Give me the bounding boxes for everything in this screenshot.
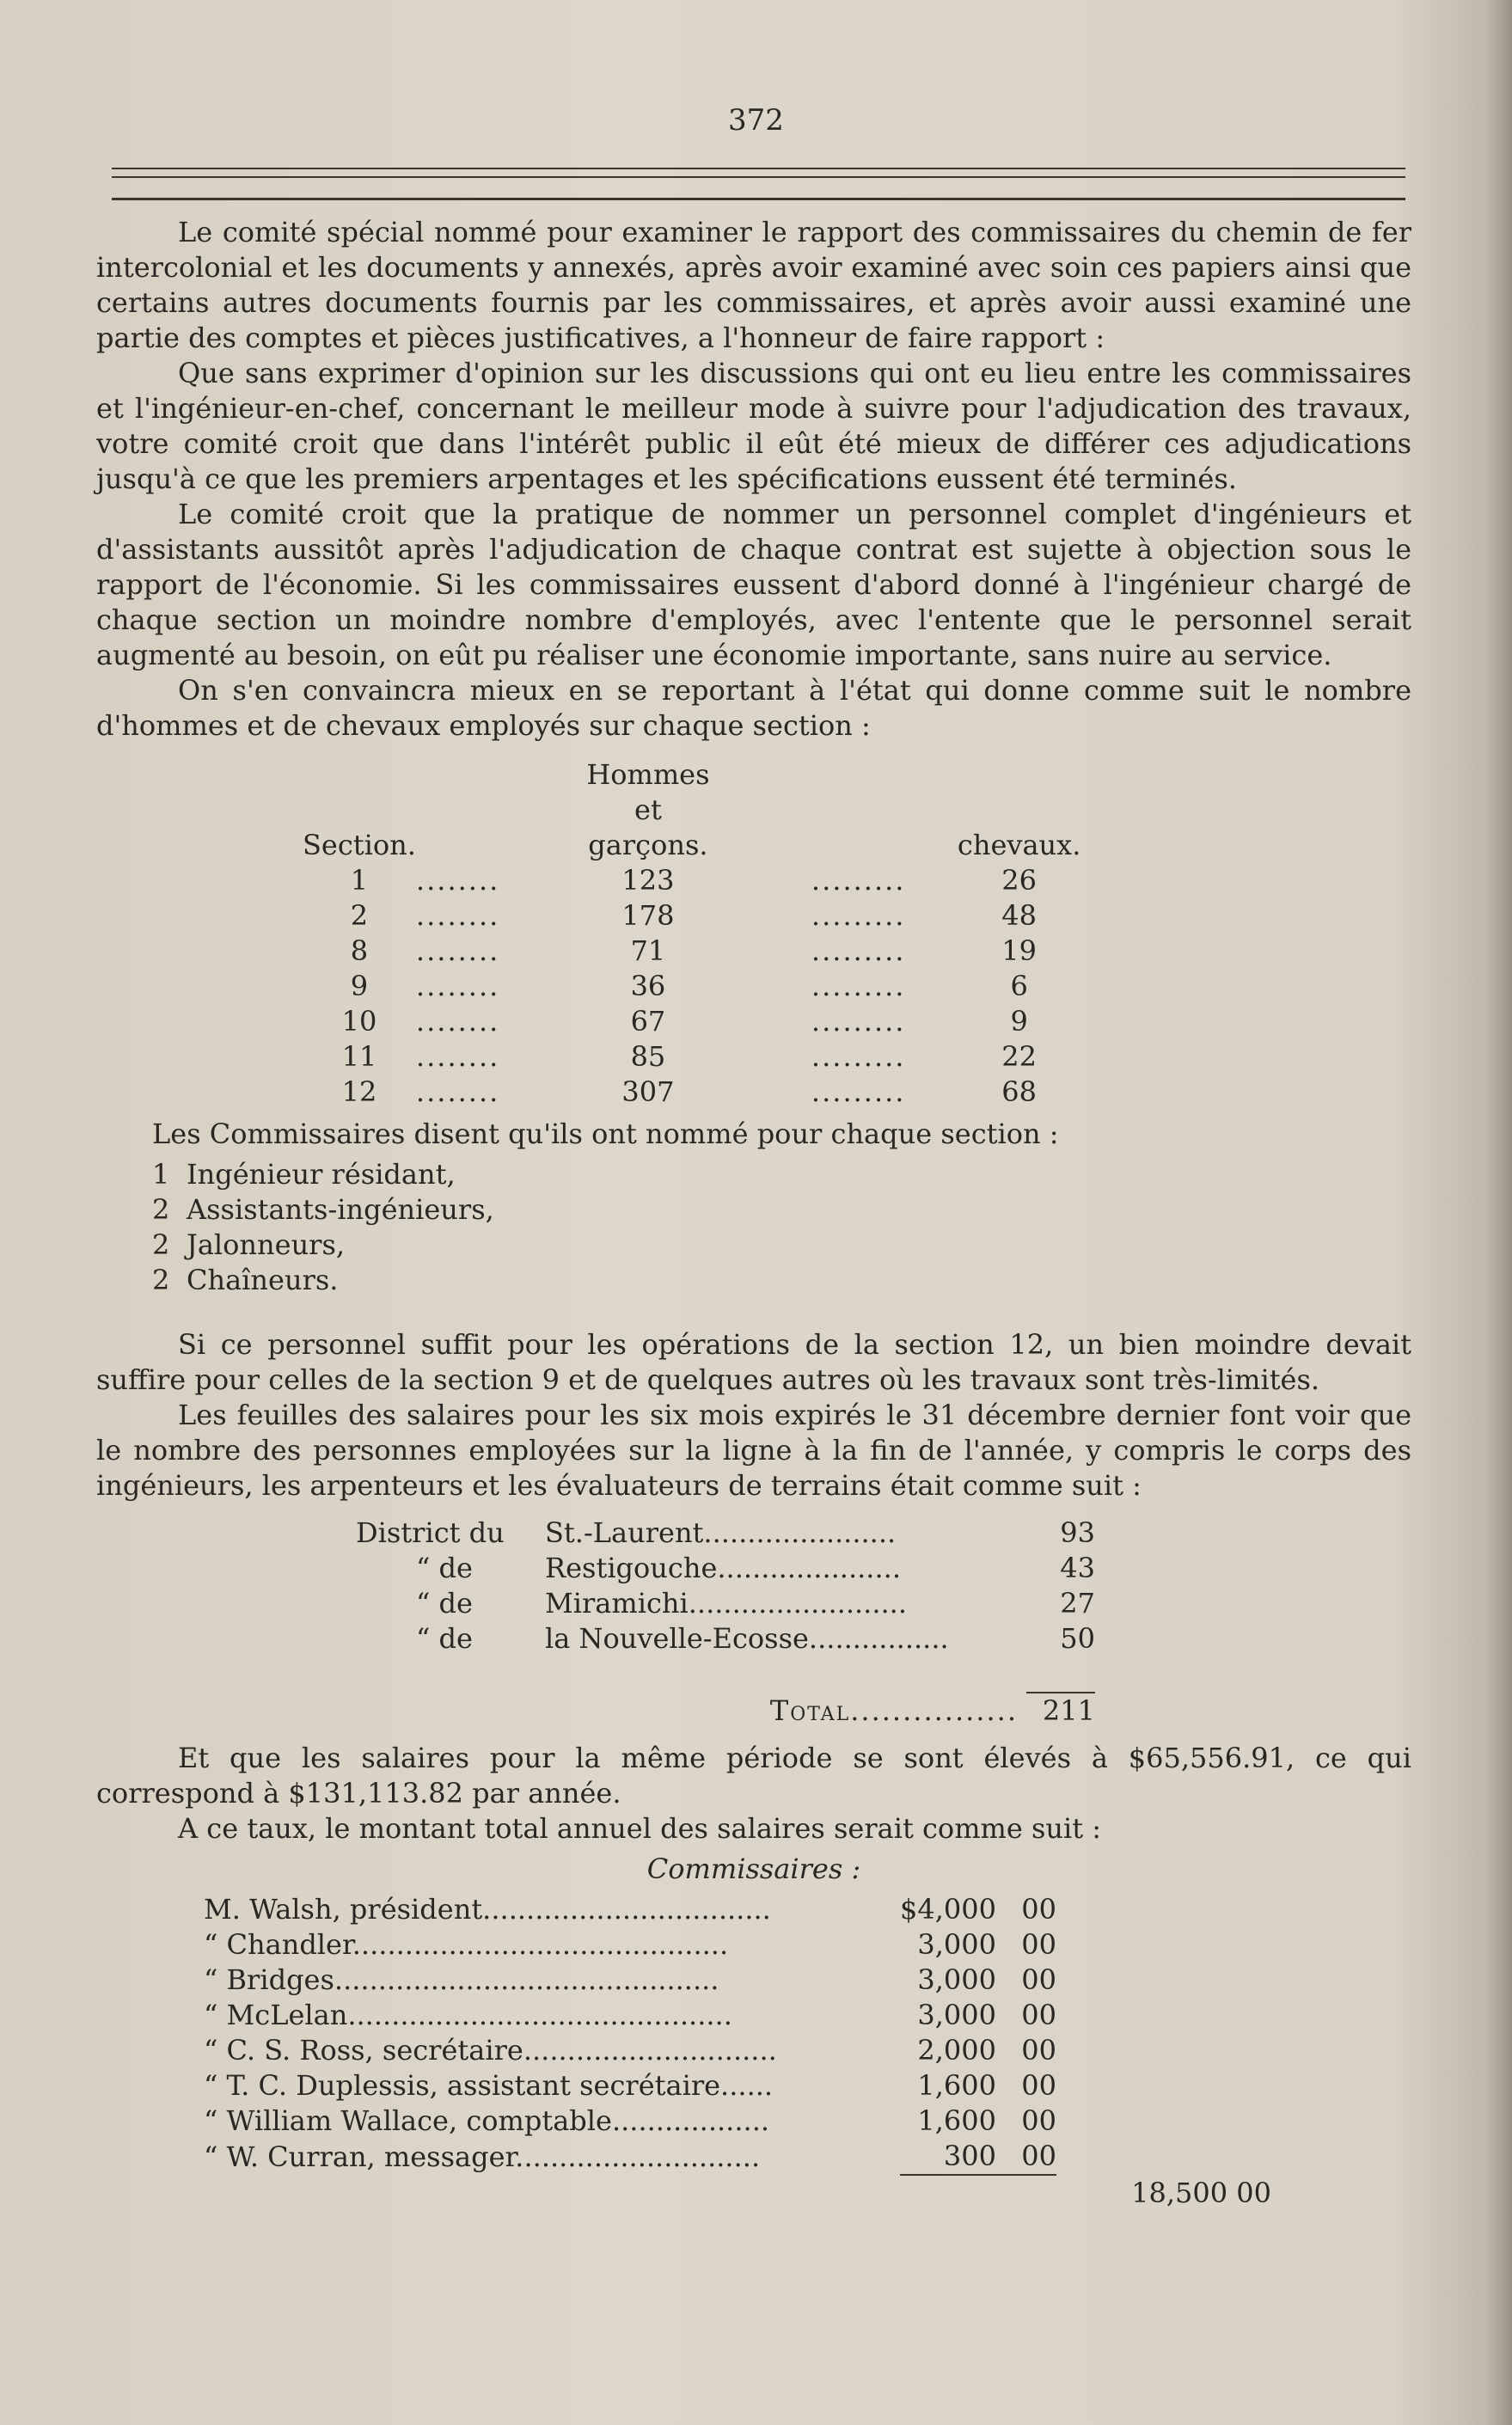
table-row bbox=[356, 1586, 1095, 1621]
staff-count: 1 bbox=[152, 1158, 170, 1191]
section-cell: 2 bbox=[350, 899, 369, 932]
table-row bbox=[303, 969, 1080, 1004]
staff-count: 2 bbox=[152, 1264, 170, 1296]
table-row bbox=[356, 1516, 1095, 1551]
salary-name: M. Walsh, président................................. bbox=[204, 1893, 771, 1926]
paragraph-adjudication: Que sans exprimer d'opinion sur les discussions qui ont eu lieu entre les commissaires et l'ingénieur-en-chef, concernant le meilleur mode à suivre pour l'adjudication des travaux, votre comité croit que dans l'intérêt public il eût été mieux de différer ces adjudications jusqu'à ce que les premiers arpentages et les spécifications eussent été terminés. bbox=[96, 357, 1411, 495]
table-row bbox=[204, 1963, 1271, 1998]
salaries-sum: 18,500 00 bbox=[1131, 2176, 1271, 2209]
staff-role: Assistants-ingénieurs, bbox=[187, 1193, 494, 1226]
sum-rule bbox=[900, 2175, 996, 2211]
salary-amount: $4,000 bbox=[900, 1893, 996, 1926]
header-rule-middle bbox=[112, 176, 1405, 178]
table-row bbox=[303, 863, 1080, 898]
staff-role: Chaîneurs. bbox=[187, 1264, 339, 1296]
table-row bbox=[356, 1551, 1095, 1586]
table-row bbox=[204, 1927, 1271, 1963]
salary-amount: 300 bbox=[943, 2140, 996, 2172]
paragraph-salary-sheets: Les feuilles des salaires pour les six mois expirés le 31 décembre dernier font voir que le nombre des personnes employées sur la ligne à la fin de l'année, y compris le corps des ingénieurs, les arpenteurs et les évaluateurs de terrains était comme suit : bbox=[96, 1399, 1411, 1502]
leader-dots: ......... bbox=[811, 970, 906, 1002]
salary-name: “ T. C. Duplessis, assistant secrétaire...... bbox=[204, 2069, 774, 2102]
district-name: Miramichi......................... bbox=[545, 1587, 908, 1620]
salary-amount: 3,000 bbox=[917, 1999, 996, 2031]
list-item bbox=[152, 1228, 1411, 1263]
table-row bbox=[356, 1621, 1095, 1656]
leader-dots: ......... bbox=[811, 934, 906, 967]
horses-cell: 68 bbox=[1001, 1075, 1037, 1108]
horses-cell: 19 bbox=[1001, 934, 1037, 967]
leader-dots: ........ bbox=[415, 1040, 500, 1073]
header-rule-bottom bbox=[112, 198, 1405, 200]
section-table-header bbox=[303, 757, 1080, 863]
salary-amount: 2,000 bbox=[917, 2034, 996, 2067]
salary-cents: 00 bbox=[1021, 2034, 1056, 2067]
section-cell: 1 bbox=[350, 864, 369, 897]
leader-dots: ........ bbox=[415, 1005, 500, 1038]
leader-dots: ......... bbox=[811, 899, 906, 932]
men-cell: 85 bbox=[630, 1040, 666, 1073]
commissioners-heading: Commissaires : bbox=[646, 1852, 861, 1885]
horses-header: chevaux. bbox=[957, 829, 1081, 861]
salary-amount: 3,000 bbox=[917, 1963, 996, 1996]
staff-role: Ingénieur résidant, bbox=[187, 1158, 456, 1191]
district-value: 50 bbox=[1060, 1622, 1095, 1655]
section-header: Section. bbox=[303, 829, 416, 861]
salary-name: “ W. Curran, messager............................ bbox=[204, 2140, 761, 2173]
leader-dots: ........ bbox=[415, 934, 500, 967]
salary-amount: 3,000 bbox=[917, 1928, 996, 1961]
salary-cents: 00 bbox=[1021, 2104, 1056, 2137]
staff-role: Jalonneurs, bbox=[187, 1228, 346, 1261]
horses-cell: 22 bbox=[1001, 1040, 1037, 1073]
book-spine-shadow bbox=[1486, 0, 1512, 2425]
salary-cents: 00 bbox=[1021, 1963, 1056, 1996]
total-row bbox=[356, 1693, 1095, 1729]
paragraph-section-12: Si ce personnel suffit pour les opérations de la section 12, un bien moindre devait suffire pour celles de la section 9 et de quelques autres où les travaux sont très-limités. bbox=[96, 1328, 1411, 1396]
district-name: Restigouche..................... bbox=[545, 1552, 901, 1584]
leader-dots: ......... bbox=[811, 1005, 906, 1038]
district-label: District du bbox=[356, 1516, 505, 1549]
list-item bbox=[152, 1192, 1411, 1228]
table-row bbox=[204, 2104, 1271, 2139]
horses-cell: 48 bbox=[1001, 899, 1037, 932]
salary-cents: 00 bbox=[1021, 2069, 1056, 2102]
total-label: Total................ bbox=[769, 1693, 1018, 1727]
salary-name: “ Chandler........................................... bbox=[204, 1928, 729, 1961]
list-item bbox=[152, 1263, 1411, 1298]
page-body bbox=[96, 215, 1411, 2211]
salaries-table bbox=[204, 1892, 1271, 2211]
salary-name: “ C. S. Ross, secrétaire............................. bbox=[204, 2034, 777, 2067]
leader-dots: ......... bbox=[811, 1040, 906, 1073]
total-value: 211 bbox=[1042, 1694, 1095, 1727]
list-item bbox=[152, 1157, 1411, 1192]
total-rule-row bbox=[356, 1656, 1095, 1693]
table-row bbox=[303, 1075, 1080, 1110]
staff-count: 2 bbox=[152, 1228, 170, 1261]
salary-name: “ McLelan............................................ bbox=[204, 1999, 732, 2031]
district-value: 93 bbox=[1060, 1516, 1095, 1549]
section-employees-table bbox=[303, 757, 1080, 1110]
men-cell: 123 bbox=[621, 864, 675, 897]
salary-name: “ Bridges............................................ bbox=[204, 1963, 719, 1996]
horses-cell: 9 bbox=[1010, 1005, 1028, 1038]
paragraph-personnel: Le comité croit que la pratique de nommer un personnel complet d'ingénieurs et d'assistants aussitôt après l'adjudication de chaque contrat est sujette à objection sous le rapport de l'économie. Si les commissaires eussent d'abord donné à l'ingénieur chargé de chaque section un moindre nombre d'employés, avec l'entente que le personnel serait augmenté au besoin, on eût pu réaliser une économie importante, sans nuire au service. bbox=[96, 498, 1411, 671]
district-label: “ de bbox=[416, 1552, 473, 1584]
paragraph-committee-intro: Le comité spécial nommé pour examiner le rapport des commissaires du chemin de fer intercolonial et les documents y annexés, après avoir examiné avec soin ces papiers ainsi que certains autres documents fournis par les commissaires, et après avoir aussi examiné une partie des comptes et pièces justificatives, a l'honneur de faire rapport : bbox=[96, 216, 1411, 354]
leader-dots: ........ bbox=[415, 970, 500, 1002]
table-row bbox=[303, 1004, 1080, 1039]
section-cell: 10 bbox=[341, 1005, 377, 1038]
table-row bbox=[303, 898, 1080, 934]
men-header: Hommes et garçons. bbox=[586, 758, 710, 861]
men-cell: 71 bbox=[630, 934, 666, 967]
table-row bbox=[303, 934, 1080, 969]
leader-dots: ........ bbox=[415, 899, 500, 932]
page-number: 372 bbox=[728, 103, 784, 138]
salary-amount: 1,600 bbox=[917, 2104, 996, 2137]
salary-cents: 00 bbox=[1021, 1928, 1056, 1961]
leader-dots: ........ bbox=[415, 1075, 500, 1108]
salary-cents: 00 bbox=[1021, 2140, 1056, 2172]
salary-name: “ William Wallace, comptable.................. bbox=[204, 2104, 770, 2137]
men-cell: 178 bbox=[621, 899, 675, 932]
district-value: 43 bbox=[1060, 1552, 1095, 1584]
men-cell: 307 bbox=[621, 1075, 675, 1108]
district-label: “ de bbox=[416, 1587, 473, 1620]
staff-list bbox=[152, 1157, 1411, 1298]
salary-amount: 1,600 bbox=[917, 2069, 996, 2102]
section-cell: 12 bbox=[341, 1075, 377, 1108]
leader-dots: ........ bbox=[415, 864, 500, 897]
salary-cents: 00 bbox=[1021, 1893, 1056, 1926]
table-row bbox=[204, 2033, 1271, 2068]
staff-intro: Les Commissaires disent qu'ils ont nommé pour chaque section : bbox=[152, 1118, 1059, 1150]
paragraph-salaries-period: Et que les salaires pour la même période se sont élevés à $65,556.91, ce qui correspond à $131,113.82 par année. bbox=[96, 1742, 1411, 1810]
men-cell: 67 bbox=[630, 1005, 666, 1038]
leader-dots: ......... bbox=[811, 864, 906, 897]
district-label: “ de bbox=[416, 1622, 473, 1655]
leader-dots: ......... bbox=[811, 1075, 906, 1108]
men-cell: 36 bbox=[630, 970, 666, 1002]
district-table bbox=[356, 1516, 1095, 1729]
salary-cents: 00 bbox=[1021, 1999, 1056, 2031]
table-row bbox=[204, 1892, 1271, 1927]
table-row bbox=[204, 1998, 1271, 2033]
horses-cell: 6 bbox=[1010, 970, 1028, 1002]
section-cell: 8 bbox=[350, 934, 369, 967]
horses-cell: 26 bbox=[1001, 864, 1037, 897]
table-row bbox=[204, 2068, 1271, 2104]
district-name: la Nouvelle-Ecosse................ bbox=[545, 1622, 949, 1655]
table-row bbox=[303, 1039, 1080, 1075]
section-cell: 9 bbox=[350, 970, 369, 1002]
salaries-sum-row bbox=[204, 2175, 1271, 2211]
table-row bbox=[204, 2139, 1271, 2175]
paragraph-statement-intro: On s'en convaincra mieux en se reportant à l'état qui donne comme suit le nombre d'hommes et de chevaux employés sur chaque section : bbox=[96, 674, 1411, 742]
district-name: St.-Laurent...................... bbox=[545, 1516, 897, 1549]
section-cell: 11 bbox=[341, 1040, 377, 1073]
header-rule-top bbox=[112, 168, 1405, 169]
staff-count: 2 bbox=[152, 1193, 170, 1226]
paragraph-annual-total: A ce taux, le montant total annuel des salaires serait comme suit : bbox=[178, 1812, 1102, 1845]
district-value: 27 bbox=[1060, 1587, 1095, 1620]
